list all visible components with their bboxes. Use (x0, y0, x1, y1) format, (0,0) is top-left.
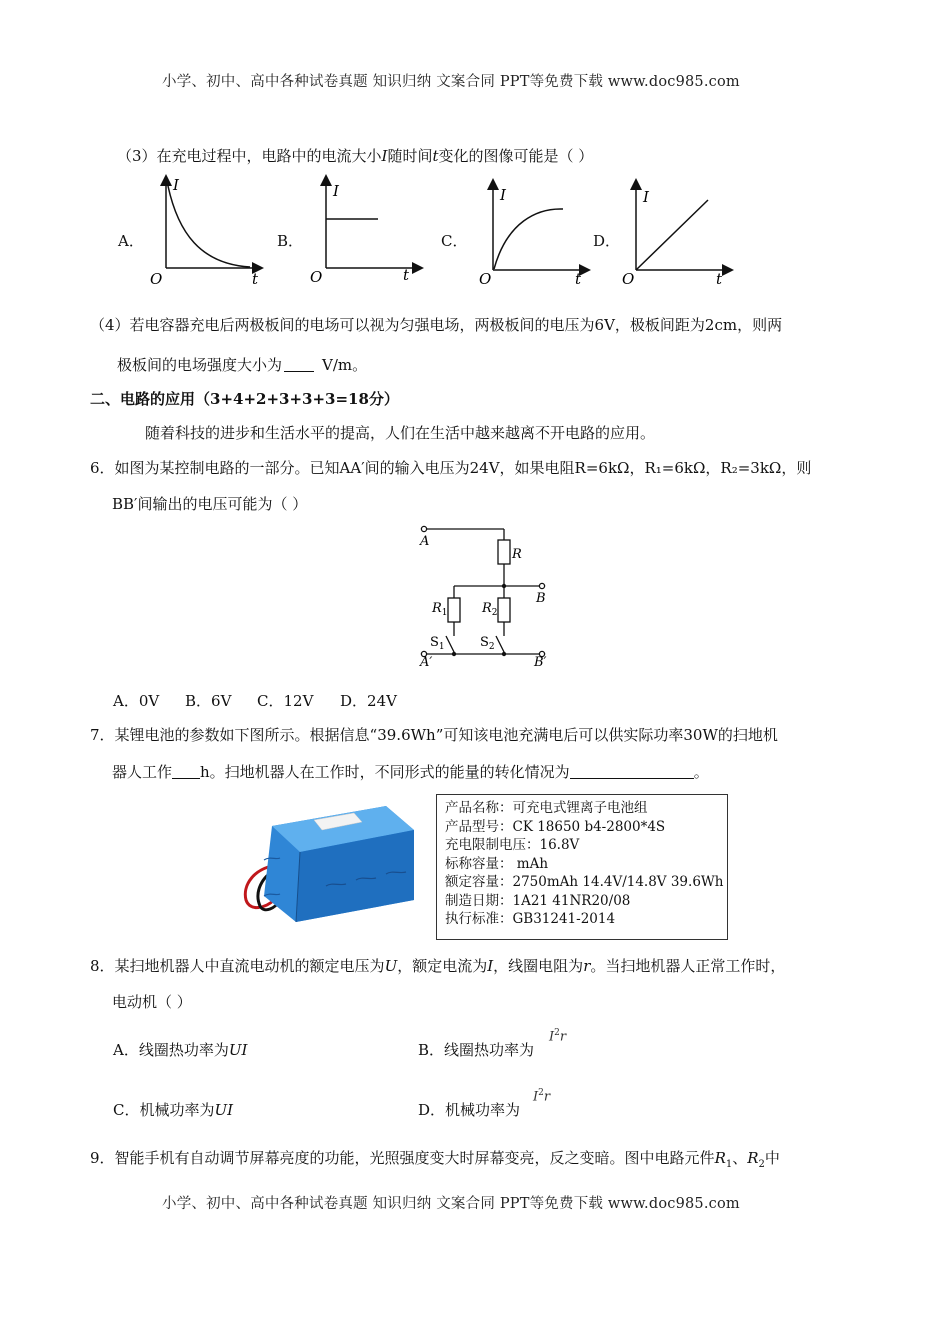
axis-i-label: I (173, 176, 179, 194)
q3-option-d-label[interactable]: D． (593, 232, 621, 250)
switch-s1 (446, 636, 454, 652)
q4-answer-blank[interactable] (284, 355, 314, 372)
q3-graph-b (300, 172, 430, 290)
axis-t-label: t (252, 270, 259, 288)
origin-label: O (479, 270, 492, 288)
q8-option-c[interactable]: C．机械功率为UI (113, 1101, 234, 1119)
q6-option-c[interactable]: C．12V (257, 692, 314, 710)
switch-s2 (496, 636, 504, 652)
spec-line: 执行标准：GB31241-2014 (445, 911, 616, 927)
q3-option-c-label[interactable]: C． (441, 232, 468, 250)
q6-option-d[interactable]: D．24V (340, 692, 397, 710)
q7-energy-blank[interactable] (570, 762, 694, 779)
curve-rise (494, 209, 563, 269)
q4-line1: （4）若电容器充电后两极板间的电场可以视为匀强电场，两极板间的电压为6V，极板间距为2cm，则两 (90, 316, 783, 334)
spec-line: 标称容量： mAh (445, 855, 549, 872)
q8-option-d-formula: $I^2r$ (533, 1088, 551, 1105)
axis-t-label: t (716, 270, 723, 288)
svg-text:A′: A′ (420, 655, 433, 670)
q3-stem: （3）在充电过程中，电路中的电流大小I随时间t变化的图像可能是（ ） (117, 147, 594, 165)
svg-text:R1: $R_1$ (432, 601, 448, 618)
section2-intro: 随着科技的进步和生活水平的提高，人们在生活中越来越离不开电路的应用。 (145, 424, 656, 442)
page-header: 小学、初中、高中各种试卷真题 知识归纳 文案合同 PPT等免费下载 www.doc985.com (162, 74, 740, 90)
section2-title: 二、电路的应用（3+4+2+3+3+3=18分） (90, 390, 399, 408)
resistor-r (498, 540, 510, 564)
origin-label: O (150, 270, 163, 288)
axis-t-label: t (575, 270, 582, 288)
spec-line: 产品名称：可充电式锂离子电池组 (445, 800, 648, 816)
q3-graph-d (610, 172, 740, 290)
battery-pack-image (236, 796, 416, 924)
resistor-r1 (448, 598, 460, 622)
q9-line1: 9．智能手机有自动调节屏幕亮度的功能，光照强度变大时屏幕变亮，反之变暗。图中电路元件$R_1$、$R_2$中 (90, 1149, 780, 1170)
q8-line1: 8．某扫地机器人中直流电动机的额定电压为U，额定电流为I，线圈电阻为r。当扫地机器人正常工作时， (90, 957, 786, 975)
svg-text:S1: $S_1$ (430, 635, 445, 652)
svg-text:A: A (420, 534, 430, 549)
q6-line2: BB′间输出的电压可能为（ ） (112, 495, 308, 513)
q4-line2: 极板间的电场强度大小为 V/m。 (117, 356, 368, 374)
battery-spec-label (436, 794, 728, 940)
q6-option-b[interactable]: B．6V (185, 692, 232, 710)
page-footer: 小学、初中、高中各种试卷真题 知识归纳 文案合同 PPT等免费下载 www.doc985.com (162, 1196, 740, 1212)
q7-hours-blank[interactable] (172, 762, 200, 779)
q3-option-a-label[interactable]: A． (118, 232, 144, 250)
q7-line2: 器人工作 h。扫地机器人在工作时，不同形式的能量的转化情况为 。 (112, 763, 709, 781)
axis-t-label: t (403, 266, 410, 284)
axis-i-label: I (643, 188, 649, 206)
q6-line1: 6．如图为某控制电路的一部分。已知AA′间的输入电压为24V，如果电阻R=6kΩ，R₁=6kΩ，R₂=3kΩ，则 (90, 459, 812, 477)
curve-linear (636, 200, 708, 270)
q3-option-b-label[interactable]: B． (277, 232, 304, 250)
q8-option-d[interactable]: D．机械功率为 (418, 1101, 521, 1119)
resistor-r2 (498, 598, 510, 622)
svg-text:R2: $R_2$ (482, 601, 498, 618)
spec-line: 制造日期：1A21 41NR20/08 (445, 892, 631, 909)
spec-line: 额定容量：2750mAh 14.4V/14.8V 39.6Wh (445, 874, 724, 890)
q6-option-a[interactable]: A．0V (113, 692, 160, 710)
curve-decay (168, 186, 250, 267)
axis-i-label: I (500, 186, 506, 204)
q3-graph-c (467, 172, 597, 290)
q3-graph-a (140, 172, 270, 290)
svg-text:S2: $S_2$ (480, 635, 495, 652)
q6-circuit-diagram (412, 520, 562, 670)
spec-line: 产品型号：CK 18650 b4-2800*4S (445, 818, 666, 835)
axis-i-label: I (333, 182, 339, 200)
q8-option-b[interactable]: B．线圈热功率为 (418, 1041, 535, 1059)
svg-text:R: R (512, 547, 522, 562)
q7-line1: 7．某锂电池的参数如下图所示。根据信息“39.6Wh”可知该电池充满电后可以供实际功率30W的扫地机 (90, 726, 778, 744)
svg-text:B: B (536, 591, 546, 606)
spec-line: 充电限制电压：16.8V (445, 837, 580, 853)
origin-label: O (622, 270, 635, 288)
q8-option-b-formula: $I^2r$ (549, 1028, 567, 1045)
q8-option-a[interactable]: A．线圈热功率为UI (113, 1041, 248, 1059)
svg-text:B′: B′ (534, 655, 547, 670)
origin-label: O (310, 268, 323, 286)
q8-line2: 电动机（ ） (112, 993, 192, 1011)
